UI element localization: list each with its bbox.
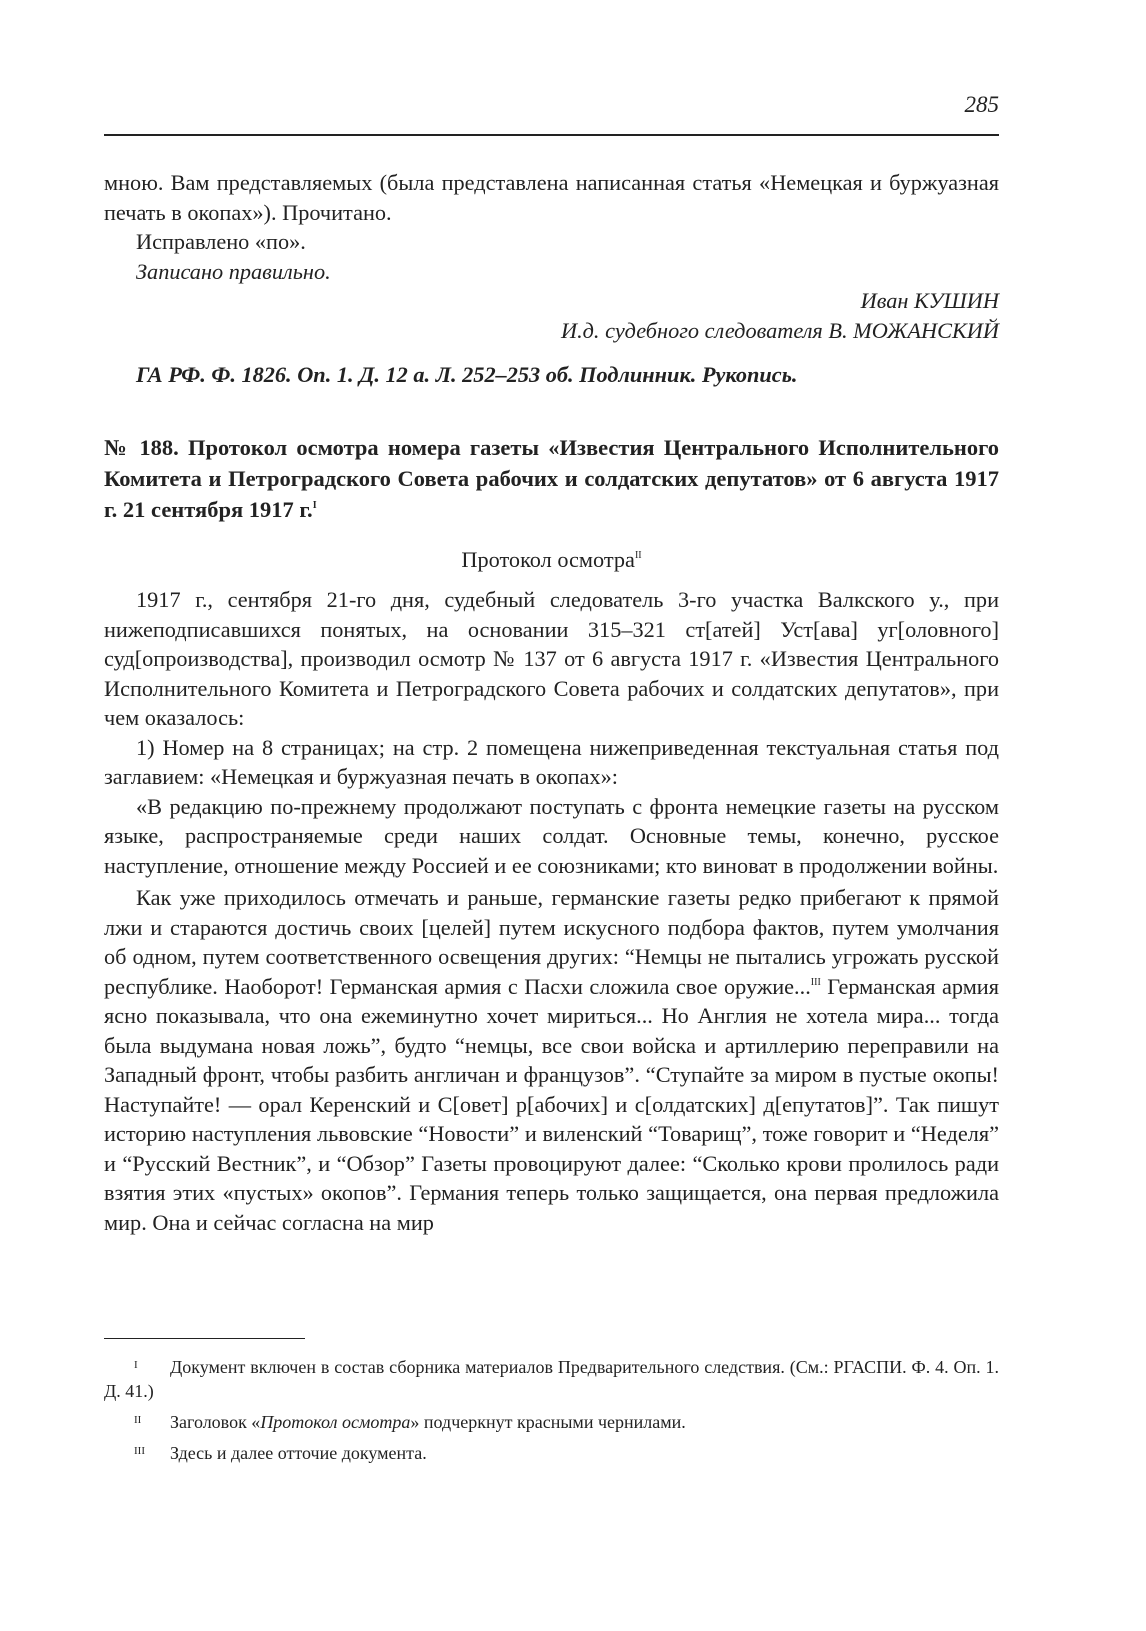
footnote-mark-3: III xyxy=(134,1445,145,1457)
footnote-text-3: Здесь и далее отточие документа. xyxy=(170,1443,427,1463)
footnote-text-1: Документ включен в состав сборника материалов Предварительного следствия. (См.: РГАСПИ. Ф. 4. Оп. 1. Д. 41.) xyxy=(104,1357,999,1401)
protocol-subtitle xyxy=(104,545,999,575)
paragraph-article-body xyxy=(104,883,999,1237)
paragraph-article-start: «В редакцию по-прежнему продолжают поступать с фронта немецкие газеты на русском языке, распространяемые среди наших солдат. Основные темы, конечно, русское наступление, отношение между Россией и ее союзниками; кто виноват в продолжении войны. xyxy=(104,793,999,878)
page-number: 285 xyxy=(964,92,999,117)
footnote-ref-2: II xyxy=(634,549,642,561)
article-body-part-2: Германская армия ясно показывала, что она ежеминутно хочет мириться... Но Англия не хотела мира... тогда была выдумана новая ложь”, будто “немцы, все свои войска и артиллерию переправили на Западный фронт, чтобы разбить англичан и французов”. “Ступайте за миром в пустые окопы! Наступайте! — орал Керенский и С[овет] р[абочих] и с[олдатских] д[епутатов]”. Так пишут историю наступления львовские “Новости” и виленский “Товарищ”, тоже говорит и “Неделя” и “Русский Вестник”, и “Обзор” Газеты провоцируют далее: “Сколько крови пролилось ради взятия этих «пустых» окопов”. Германия теперь только защищается, она первая предложила мир. Она и сейчас согласна на мир xyxy=(104,973,999,1235)
footnote-text-2-italic: Протокол осмотра xyxy=(260,1412,411,1432)
footnote-mark-2: II xyxy=(134,1414,142,1426)
recorded-correctly-note: Записано правильно. xyxy=(136,258,331,284)
archive-reference: ГА РФ. Ф. 1826. Оп. 1. Д. 12 а. Л. 252–253 об. Подлинник. Рукопись. xyxy=(136,362,798,387)
carry-over-paragraph: мною. Вам представляемых (была представлена написанная статья «Немецкая и буржуазная печать в окопах»). Прочитано. xyxy=(104,170,999,225)
article-body-part-1: Как уже приходилось отмечать и раньше, германские газеты редко прибегают к прямой лжи и стараются достичь своих [целей] путем искусного подбора фактов, путем умолчания об одном, путем соответственного освещения других: “Немцы не пытались угрожать русской республике. Наоборот! Германская армия с Пасхи сложила свое оружие... xyxy=(104,885,999,999)
footnote-2 xyxy=(104,1410,999,1434)
footnote-divider xyxy=(104,1338,305,1339)
paragraph-intro: 1917 г., сентября 21-го дня, судебный следователь 3-го участка Валкского у., при нижеподписавшихся понятых, на основании 315–321 ст[атей] Уст[ава] уг[оловного] суд[опроизводства], производил осмотр № 137 от 6 августа 1917 г. «Известия Центрального Исполнительного Комитета и Петроградского Совета рабочих и солдатских депутатов», при чем оказалось: xyxy=(104,587,999,730)
paragraph-item-1: 1) Номер на 8 страницах; на стр. 2 помещена нижеприведенная текстуальная статья под заглавием: «Немецкая и буржуазная печать в окопах»: xyxy=(104,734,999,789)
signature-mozhansky: И.д. судебного следователя В. МОЖАНСКИЙ xyxy=(560,317,999,343)
document-title xyxy=(104,432,999,525)
footnote-ref-3: III xyxy=(810,976,821,988)
footnote-text-2-after: » подчеркнут красными чернилами. xyxy=(410,1412,686,1432)
signature-kushin: Иван КУШИН xyxy=(860,288,999,313)
footnote-ref-1: I xyxy=(312,499,317,511)
document-title-text: № 188. Протокол осмотра номера газеты «Известия Центрального Исполнительного Комитета и Петроградского Совета рабочих и солдатских депутатов» от 6 августа 1917 г. 21 сентября 1917 г. xyxy=(104,434,999,522)
page-header xyxy=(104,86,999,136)
page-body xyxy=(104,168,999,1237)
protocol-subtitle-text: Протокол осмотра xyxy=(461,546,635,572)
footnote-mark-1: I xyxy=(134,1359,138,1371)
footnote-text-2-before: Заголовок « xyxy=(170,1412,261,1432)
footnotes xyxy=(104,1355,999,1472)
footnote-1 xyxy=(104,1355,999,1403)
footnote-3 xyxy=(104,1441,999,1465)
correction-note: Исправлено «по». xyxy=(136,229,306,254)
